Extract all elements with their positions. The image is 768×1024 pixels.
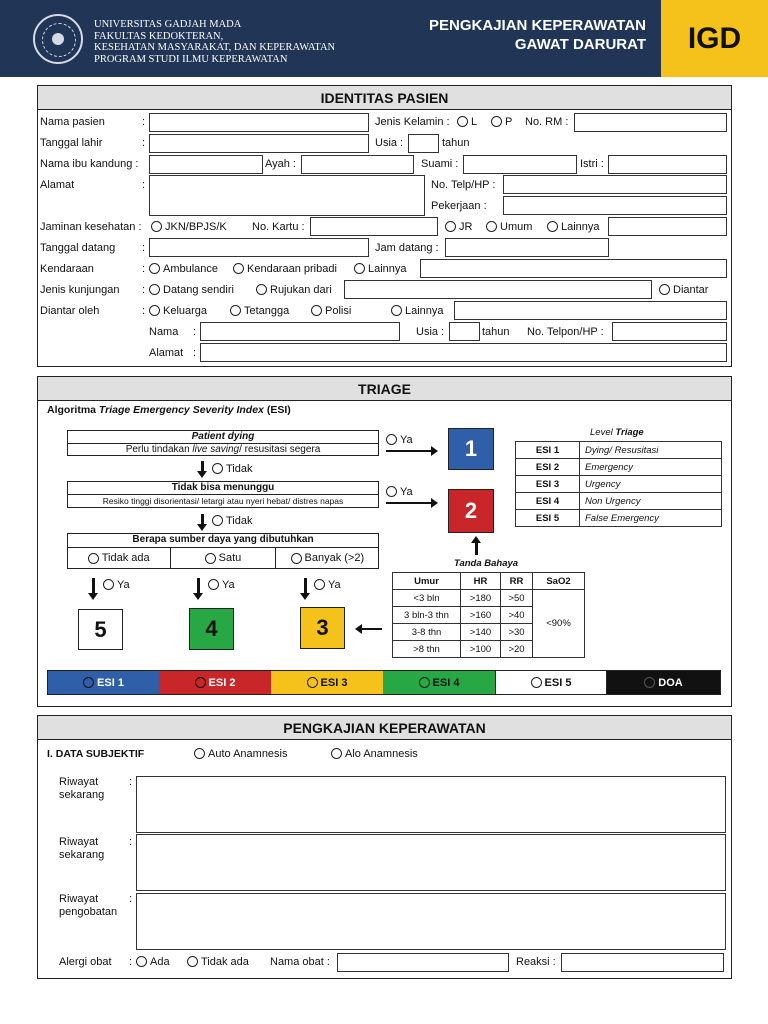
colon: : (129, 836, 133, 848)
radio-jkn[interactable] (151, 221, 227, 234)
radio-diantar[interactable] (659, 284, 708, 297)
arrow-down-icon (201, 461, 204, 473)
alamat-input[interactable] (149, 175, 425, 216)
reaksi-input[interactable] (561, 953, 724, 972)
arrow-up-icon (475, 541, 478, 555)
label-riwayat-pengobatan (59, 893, 117, 919)
kendaraan-lainnya-input[interactable] (420, 259, 727, 278)
resource-options (67, 547, 379, 569)
arrow-down-icon (201, 514, 204, 526)
radio-tidak-2[interactable] (212, 515, 253, 528)
label-jam-datang: Jam datang : (375, 242, 439, 254)
colon: : (142, 305, 146, 317)
label-alamat: Alamat (40, 179, 75, 191)
pengantar-alamat-input[interactable] (200, 343, 727, 362)
label-alergi-obat: Alergi obat (59, 956, 112, 968)
decision-text: Resiko tinggi disorientasi/ letargi atau nyeri hebat/ distres napas (102, 496, 344, 506)
univ-line: KESEHATAN MASYARAKAT, DAN KEPERAWATAN (94, 42, 336, 53)
radio-ya-3[interactable] (314, 579, 341, 592)
esi-3-box: 3 (300, 607, 345, 649)
label-diantar-oleh: Diantar oleh (40, 305, 100, 317)
tanda-bahaya-title: Tanda Bahaya (454, 558, 519, 569)
university-name (94, 19, 335, 65)
pengantar-usia-input[interactable] (449, 322, 480, 341)
label-tahun-pengantar: tahun (482, 326, 510, 338)
table-row (393, 590, 585, 607)
radio-banyak[interactable] (276, 547, 379, 569)
radio-label: Ambulance (163, 263, 219, 275)
radio-circle-icon (233, 263, 244, 274)
radio-label: Ya (400, 434, 413, 446)
radio-circle-icon (419, 677, 430, 688)
jaminan-lainnya-input[interactable] (608, 217, 727, 236)
radio-label: Tetangga (244, 305, 290, 317)
label-nama: Nama (149, 326, 179, 338)
esi-2-box: 2 (448, 489, 494, 533)
table-row (516, 510, 722, 527)
level-triage-title (590, 426, 644, 439)
radio-label: Ada (150, 956, 170, 968)
radio-circle-icon (386, 486, 397, 497)
radio-circle-icon (230, 305, 241, 316)
table-cell: >160 (461, 607, 501, 624)
radio-alergi-tidak-ada[interactable] (187, 956, 249, 969)
radio-diantar-lainnya[interactable] (391, 305, 444, 318)
radio-label: Keluarga (163, 305, 208, 317)
radio-circle-icon (547, 221, 558, 232)
ayah-input[interactable] (301, 155, 414, 174)
radio-circle-icon (149, 263, 160, 274)
band-label: ESI 3 (320, 676, 348, 689)
rujukan-input[interactable] (344, 280, 652, 299)
label-ayah: Ayah : (265, 158, 296, 170)
label-jenis-kelamin: Jenis Kelamin : (375, 116, 450, 128)
radio-circle-icon (486, 221, 497, 232)
esi-4-box: 4 (189, 608, 234, 650)
form-title-line: PENGKAJIAN KEPERAWATAN (429, 17, 646, 34)
label-line: sekarang (59, 849, 105, 861)
radio-label: JR (459, 221, 473, 233)
level-code: ESI 2 (516, 459, 580, 476)
radio-p[interactable] (491, 116, 512, 129)
istri-input[interactable] (608, 155, 727, 174)
diantar-lainnya-input[interactable] (454, 301, 727, 320)
label-usia-pengantar: Usia : (416, 326, 445, 338)
radio-label: Kendaraan pribadi (247, 263, 337, 275)
esi-2-option[interactable] (159, 671, 271, 694)
colon: : (142, 137, 146, 149)
radio-ya-4[interactable] (208, 579, 235, 592)
tanda-bahaya-table (392, 572, 585, 658)
label-no-telp: No. Telp/HP : (431, 179, 496, 191)
level-desc: Non Urgency (580, 493, 722, 510)
colon: : (129, 893, 133, 905)
esi-4-option[interactable] (383, 671, 495, 694)
level-code: ESI 1 (516, 442, 580, 459)
radio-circle-icon (659, 284, 670, 295)
decision-text-part: / resusitasi segera (239, 444, 321, 455)
table-header: Umur (393, 573, 461, 590)
colon: : (193, 347, 197, 359)
algo-italic: Triage Emergency Severity Index (98, 404, 264, 416)
radio-circle-icon (149, 284, 160, 295)
arrow-down-icon (304, 578, 307, 595)
colon: : (142, 116, 146, 128)
section-title: TRIAGE (38, 377, 731, 401)
table-row (516, 442, 722, 459)
riwayat-pengobatan-textarea[interactable] (136, 893, 726, 950)
radio-circle-icon (149, 305, 160, 316)
level-desc: False Emergency (580, 510, 722, 527)
table-row (516, 493, 722, 510)
radio-circle-icon (208, 579, 219, 590)
radio-circle-icon (531, 677, 542, 688)
table-cell: <90% (533, 590, 585, 658)
band-label: ESI 5 (544, 676, 572, 689)
level-code: ESI 4 (516, 493, 580, 510)
radio-label: Tidak (226, 515, 253, 527)
decision-text-italic: live saving (192, 444, 240, 455)
radio-label: Rujukan dari (270, 284, 332, 296)
pekerjaan-input[interactable] (503, 196, 727, 215)
radio-label: P (505, 116, 513, 128)
radio-circle-icon (136, 956, 147, 967)
radio-label: Lainnya (405, 305, 444, 317)
igd-badge: IGD (661, 0, 768, 77)
label-nama-ibu: Nama ibu kandung : (40, 158, 139, 170)
no-telp-input[interactable] (503, 175, 727, 194)
radio-umum[interactable] (486, 221, 532, 234)
radio-kendaraan-pribadi[interactable] (233, 263, 337, 276)
radio-tetangga[interactable] (230, 305, 289, 318)
label-tanggal-datang: Tanggal datang (40, 242, 116, 254)
band-label: ESI 2 (208, 676, 236, 689)
radio-jr[interactable] (445, 221, 472, 234)
label-nama-obat: Nama obat : (270, 956, 330, 968)
radio-circle-icon (205, 553, 216, 564)
radio-datang-sendiri[interactable] (149, 284, 234, 297)
decision-title: Tidak bisa menunggu (68, 482, 378, 495)
colon: : (193, 326, 197, 338)
colon: : (142, 179, 146, 191)
radio-circle-icon (386, 434, 397, 445)
colon: : (142, 242, 146, 254)
univ-line: FAKULTAS KEDOKTERAN, (94, 30, 224, 42)
radio-circle-icon (457, 116, 468, 127)
label-no-telpon: No. Telpon/HP : (527, 326, 604, 338)
label-no-kartu: No. Kartu : (252, 221, 305, 233)
arrow-right-icon (386, 450, 436, 452)
radio-ya-5[interactable] (103, 579, 130, 592)
label-line: pengobatan (59, 906, 118, 918)
radio-label: Alo Anamnesis (345, 748, 418, 760)
radio-label: Banyak (>2) (304, 552, 365, 564)
radio-circle-icon (354, 263, 365, 274)
level-desc: Dying/ Resusitasi (580, 442, 722, 459)
label-nama-pasien: Nama pasien (40, 116, 105, 128)
radio-label: Ya (328, 579, 341, 591)
label-usia: Usia : (375, 137, 404, 149)
esi-5-option[interactable] (495, 671, 607, 694)
level-title-part: Level (590, 427, 616, 438)
algo-suffix: (ESI) (263, 404, 291, 416)
level-desc: Emergency (580, 459, 722, 476)
label-no-rm: No. RM : (525, 116, 569, 128)
level-code: ESI 5 (516, 510, 580, 527)
label-suami: Suami : (421, 158, 459, 170)
radio-ya-2[interactable] (386, 486, 413, 499)
label-line: Riwayat (59, 836, 99, 848)
esi-1-box: 1 (448, 428, 494, 470)
radio-l[interactable] (457, 116, 477, 129)
radio-kendaraan-lainnya[interactable] (354, 263, 407, 276)
table-cell: 3-8 thn (393, 624, 461, 641)
no-kartu-input[interactable] (310, 217, 438, 236)
label-tanggal-lahir: Tanggal lahir (40, 137, 103, 149)
radio-circle-icon (88, 553, 99, 564)
radio-tidak-ada[interactable] (67, 547, 171, 569)
section-title: IDENTITAS PASIEN (38, 86, 731, 110)
header-bar (0, 0, 768, 77)
radio-circle-icon (491, 116, 502, 127)
arrow-right-icon (386, 502, 436, 504)
label-line: sekarang (59, 789, 105, 801)
radio-circle-icon (307, 677, 318, 688)
table-cell: >140 (461, 624, 501, 641)
radio-label: Satu (218, 552, 242, 564)
table-cell: >180 (461, 590, 501, 607)
label-alamat-pengantar: Alamat (149, 347, 184, 359)
table-cell: >8 thn (393, 641, 461, 658)
radio-label: L (471, 116, 478, 128)
label-tahun: tahun (442, 137, 470, 149)
algo-prefix: Algoritma (47, 404, 99, 416)
decision-box-patient-dying (67, 430, 379, 456)
riwayat-sekarang-2-textarea[interactable] (136, 834, 726, 891)
arrow-down-icon (92, 578, 95, 595)
label-riwayat-sekarang-2 (59, 836, 104, 862)
label-line: Riwayat (59, 893, 99, 905)
radio-satu[interactable] (171, 547, 275, 569)
radio-label: Datang sendiri (163, 284, 234, 296)
radio-circle-icon (83, 677, 94, 688)
radio-circle-icon (187, 956, 198, 967)
algorithm-title (47, 404, 291, 417)
radio-label: Lainnya (368, 263, 407, 275)
table-cell: <3 bln (393, 590, 461, 607)
table-cell: >20 (501, 641, 533, 658)
nama-ibu-input[interactable] (149, 155, 263, 174)
decision-title: Berapa sumber daya yang dibutuhkan (68, 534, 378, 548)
riwayat-sekarang-textarea[interactable] (136, 776, 726, 833)
table-cell: >30 (501, 624, 533, 641)
label-jenis-kunjungan: Jenis kunjungan (40, 284, 120, 296)
radio-circle-icon (644, 677, 655, 688)
radio-circle-icon (291, 553, 302, 564)
table-row (516, 476, 722, 493)
label-kendaraan: Kendaraan (40, 263, 94, 275)
esi-3-option[interactable] (271, 671, 383, 694)
jam-datang-input[interactable] (445, 238, 609, 257)
radio-label: Ya (400, 486, 413, 498)
radio-label: Polisi (325, 305, 352, 317)
esi-1-option[interactable] (48, 671, 159, 694)
colon: : (142, 263, 146, 275)
table-header: RR (501, 573, 533, 590)
arrow-left-icon (357, 628, 382, 630)
radio-circle-icon (314, 579, 325, 590)
decision-box-tidak-bisa-menunggu (67, 481, 379, 508)
table-row (516, 459, 722, 476)
radio-label: Tidak ada (201, 956, 249, 968)
radio-circle-icon (212, 463, 223, 474)
band-label: ESI 1 (97, 676, 124, 689)
university-seal-icon (33, 14, 83, 64)
radio-auto-anamnesis[interactable] (194, 748, 288, 761)
radio-label: Diantar (673, 284, 709, 296)
radio-label: Lainnya (561, 221, 600, 233)
radio-alergi-ada[interactable] (136, 956, 170, 969)
radio-circle-icon (256, 284, 267, 295)
radio-alo-anamnesis[interactable] (331, 748, 418, 761)
radio-circle-icon (151, 221, 162, 232)
radio-label: Ya (117, 579, 130, 591)
form-title-line: GAWAT DARURAT (514, 36, 646, 53)
esi-5-box: 5 (78, 609, 123, 650)
decision-title: Patient dying (68, 431, 378, 444)
level-triage-table (515, 441, 722, 527)
section-title: PENGKAJIAN KEPERAWATAN (38, 716, 731, 740)
colon: : (129, 776, 133, 788)
colon: : (142, 284, 146, 296)
form-title (429, 16, 646, 54)
table-header: SaO2 (533, 573, 585, 590)
decision-text (68, 444, 378, 456)
table-cell: 3 bln-3 thn (393, 607, 461, 624)
arrow-down-icon (197, 578, 200, 595)
colon: : (129, 956, 133, 968)
univ-line: UNIVERSITAS GADJAH MADA (94, 19, 242, 30)
decision-text-part: Perlu tindakan (125, 444, 193, 455)
nama-obat-input[interactable] (337, 953, 509, 972)
radio-circle-icon (391, 305, 402, 316)
radio-circle-icon (195, 677, 206, 688)
table-row (393, 573, 585, 590)
level-code: ESI 3 (516, 476, 580, 493)
level-title-bold: Triage (615, 427, 644, 438)
band-label: DOA (658, 676, 683, 689)
radio-label: Auto Anamnesis (208, 748, 288, 760)
band-label: ESI 4 (432, 676, 460, 689)
level-desc: Urgency (580, 476, 722, 493)
radio-circle-icon (331, 748, 342, 759)
label-line: Riwayat (59, 776, 99, 788)
nama-pasien-input[interactable] (149, 113, 369, 132)
radio-label: Umum (500, 221, 533, 233)
radio-polisi[interactable] (311, 305, 351, 318)
pengantar-telpon-input[interactable] (612, 322, 727, 341)
pengantar-nama-input[interactable] (200, 322, 400, 341)
data-subjektif-label: I. DATA SUBJEKTIF (47, 748, 145, 760)
label-riwayat-sekarang (59, 776, 104, 802)
usia-input[interactable] (408, 134, 439, 153)
tanggal-datang-input[interactable] (149, 238, 369, 257)
univ-line: PROGRAM STUDI ILMU KEPERAWATAN (94, 53, 288, 65)
radio-lainnya[interactable] (547, 221, 600, 234)
radio-circle-icon (103, 579, 114, 590)
doa-option[interactable] (607, 671, 720, 694)
radio-label: Tidak ada (101, 552, 150, 564)
table-cell: >50 (501, 590, 533, 607)
no-rm-input[interactable] (574, 113, 727, 132)
label-istri: Istri : (580, 158, 604, 170)
radio-circle-icon (445, 221, 456, 232)
table-header: HR (461, 573, 501, 590)
radio-label: Tidak (226, 463, 253, 475)
label-pekerjaan: Pekerjaan : (431, 200, 487, 212)
tanggal-lahir-input[interactable] (149, 134, 369, 153)
radio-label: JKN/BPJS/K (165, 221, 227, 233)
radio-ambulance[interactable] (149, 263, 218, 276)
radio-ya-1[interactable] (386, 434, 413, 447)
table-cell: >100 (461, 641, 501, 658)
radio-circle-icon (194, 748, 205, 759)
radio-keluarga[interactable] (149, 305, 207, 318)
label-reaksi: Reaksi : (516, 956, 556, 968)
radio-rujukan[interactable] (256, 284, 332, 297)
label-jaminan: Jaminan kesehatan : (40, 221, 142, 233)
radio-tidak-1[interactable] (212, 463, 253, 476)
radio-circle-icon (212, 515, 223, 526)
radio-label: Ya (222, 579, 235, 591)
suami-input[interactable] (463, 155, 577, 174)
table-cell: >40 (501, 607, 533, 624)
radio-circle-icon (311, 305, 322, 316)
